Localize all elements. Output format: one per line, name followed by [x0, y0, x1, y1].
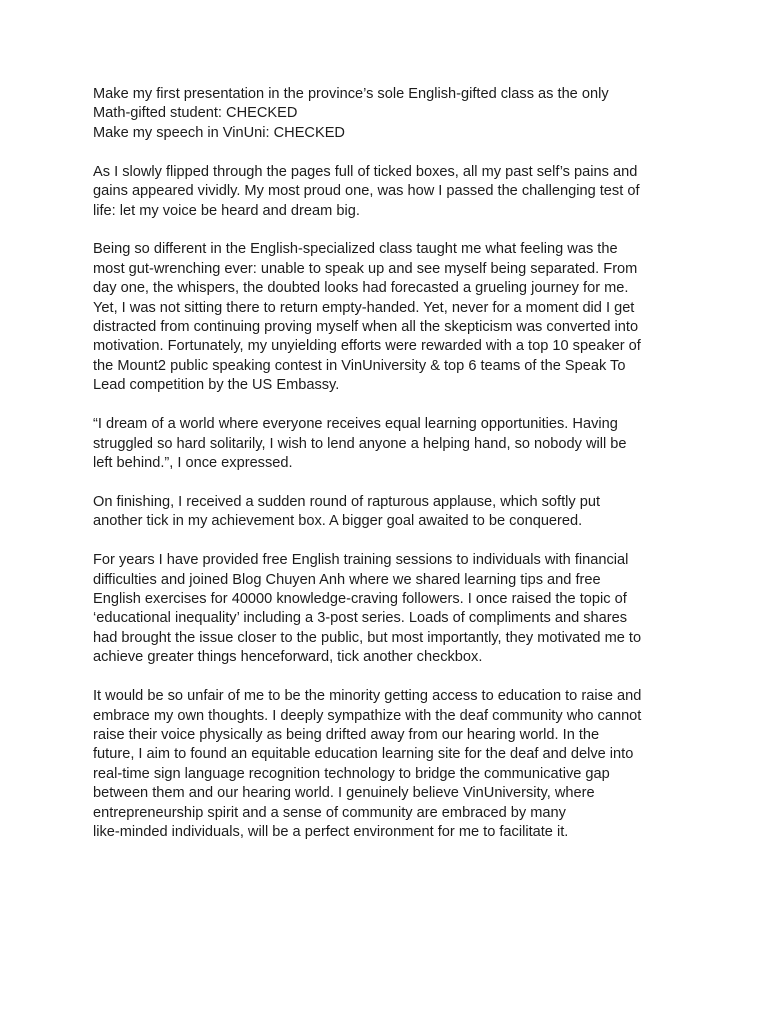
text-line: motivation. Fortunately, my unyielding efforts were rewarded with a top 10 speaker of: [93, 338, 641, 355]
text-line: embrace my own thoughts. I deeply sympathize with the deaf community who cannot: [93, 707, 642, 724]
text-line: raise their voice physically as being drifted away from our hearing world. In the: [93, 726, 600, 743]
text-line: As I slowly flipped through the pages full of ticked boxes, all my past self’s pains and: [93, 163, 638, 180]
text-line: difficulties and joined Blog Chuyen Anh where we shared learning tips and free: [93, 571, 601, 588]
text-line: Make my first presentation in the province’s sole English-gifted class as the only: [93, 86, 609, 102]
text-line: struggled so hard solitarily, I wish to lend anyone a helping hand, so nobody will be: [93, 435, 627, 452]
text-line: For years I have provided free English training sessions to individuals with financial: [93, 552, 629, 569]
paragraph-checklist: [93, 85, 681, 143]
text-line: It would be so unfair of me to be the minority getting access to education to raise and: [93, 688, 642, 705]
paragraph-applause: [93, 493, 681, 532]
text-line: like-minded individuals, will be a perfect environment for me to facilitate it.: [93, 824, 569, 840]
text-line: between them and our hearing world. I genuinely believe VinUniversity, where: [93, 785, 595, 802]
paragraph-quote: [93, 415, 681, 473]
text-line: real-time sign language recognition technology to bridge the communicative gap: [93, 765, 610, 782]
text-line: Being so different in the English-specialized class taught me what feeling was the: [93, 241, 618, 258]
text-line: Make my speech in VinUni: CHECKED: [93, 124, 345, 141]
text-line: English exercises for 40000 knowledge-craving followers. I once raised the topic of: [93, 591, 627, 608]
text-line: life: let my voice be heard and dream big.: [93, 202, 360, 219]
text-line: most gut-wrenching ever: unable to speak up and see myself being separated. From: [93, 260, 638, 277]
essay-body: [93, 85, 681, 862]
paragraph-volunteering: [93, 551, 681, 667]
text-line: day one, the whispers, the doubted looks had forecasted a grueling journey for me.: [93, 280, 629, 297]
text-line: another tick in my achievement box. A bigger goal awaited to be conquered.: [93, 513, 583, 530]
text-line: future, I aim to found an equitable education learning site for the deaf and delve into: [93, 746, 634, 763]
text-line: left behind.”, I once expressed.: [93, 455, 293, 471]
text-line: Math-gifted student: CHECKED: [93, 105, 298, 122]
text-line: entrepreneurship spirit and a sense of community are embraced by many: [93, 804, 566, 821]
text-line: achieve greater things henceforward, tick another checkbox.: [93, 649, 483, 666]
paragraph-reflection: [93, 163, 681, 221]
paragraph-journey: [93, 240, 681, 395]
text-line: had brought the issue closer to the public, but most importantly, they motivated me to: [93, 629, 642, 646]
paragraph-future-goals: [93, 687, 681, 842]
text-line: ‘educational inequality’ including a 3-post series. Loads of compliments and shares: [93, 610, 628, 627]
text-line: gains appeared vividly. My most proud one, was how I passed the challenging test of: [93, 183, 640, 200]
text-line: the Mount2 public speaking contest in VinUniversity & top 6 teams of the Speak To: [93, 357, 626, 374]
text-line: Yet, I was not sitting there to return empty-handed. Yet, never for a moment did I get: [93, 299, 635, 316]
text-line: “I dream of a world where everyone receives equal learning opportunities. Having: [93, 416, 618, 433]
text-line: On finishing, I received a sudden round of rapturous applause, which softly put: [93, 493, 601, 510]
text-line: Lead competition by the US Embassy.: [93, 377, 340, 394]
text-line: distracted from continuing proving myself when all the skepticism was converted into: [93, 319, 639, 336]
